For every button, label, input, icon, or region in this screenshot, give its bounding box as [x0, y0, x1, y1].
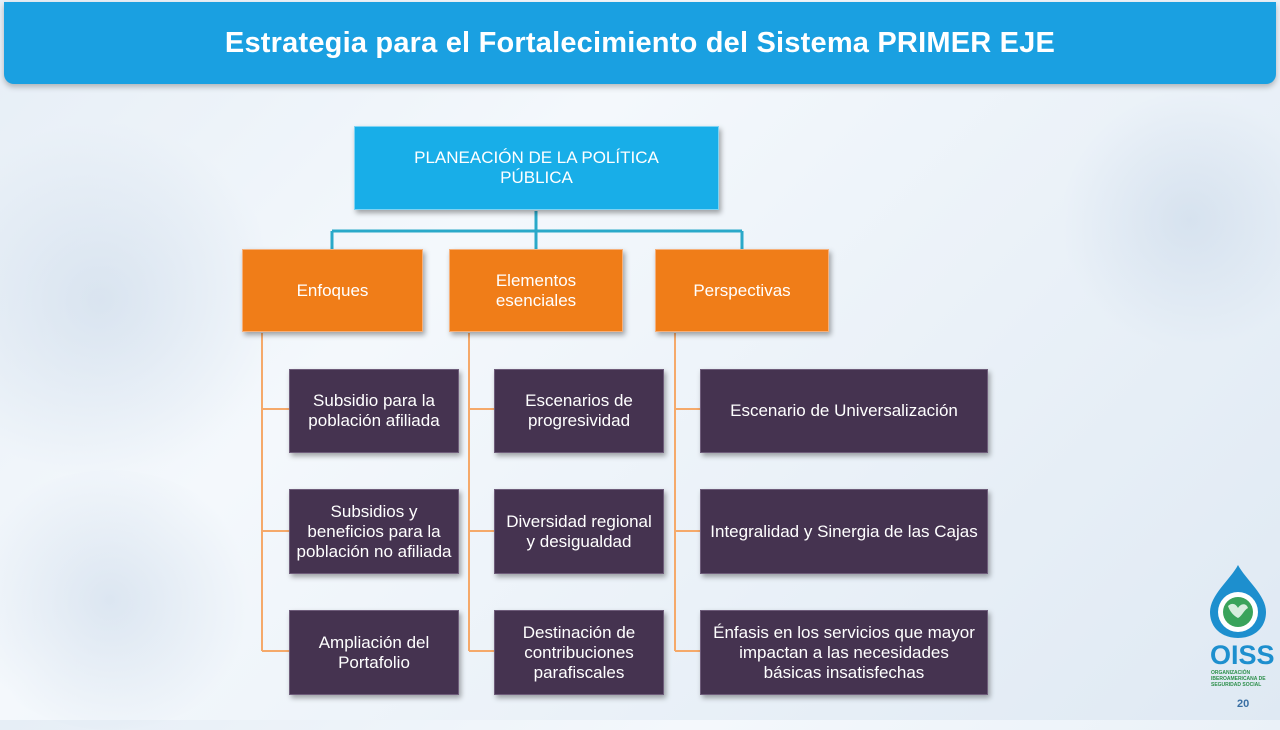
leaf-label: Ampliación del Portafolio: [318, 632, 430, 672]
leaf-node: [700, 489, 988, 574]
leaf-label: Integralidad y Sinergia de las Cajas: [710, 521, 978, 541]
leaf-node: [494, 610, 664, 695]
logo-subtitle: ORGANIZACIÓN IBEROAMERICANA DE SEGURIDAD SOCIAL: [1211, 670, 1266, 688]
leaf-node: [289, 489, 459, 574]
leaf-label: Subsidio para la población afiliada: [308, 391, 440, 430]
category-node-elementos-esenciales: [449, 249, 623, 332]
leaf-node: [289, 369, 459, 453]
category-label: Elementos esenciales: [495, 270, 577, 310]
root-node: [354, 126, 719, 210]
leaf-label: Subsidios y beneficios para la población no afiliada: [296, 501, 452, 561]
category-node-perspectivas: [655, 249, 829, 332]
leaf-label: Diversidad regional y desigualdad: [506, 511, 652, 551]
root-node-label: PLANEACIÓN DE LA POLÍTICA PÚBLICA: [414, 148, 659, 187]
leaf-label: Énfasis en los servicios que mayor impactan a las necesidades básicas insatisfechas: [713, 622, 975, 682]
root-connector-lines: [332, 211, 742, 249]
leaf-node: [289, 610, 459, 695]
leaf-node: [494, 369, 664, 453]
leaf-node: [494, 489, 664, 574]
page-number: 20: [1237, 698, 1250, 710]
leaf-label: Escenario de Universalización: [730, 401, 958, 420]
leaf-node: [700, 610, 988, 695]
logo-wordmark: OISS: [1210, 640, 1275, 670]
page-title: Estrategia para el Fortalecimiento del Sistema PRIMER EJE: [224, 26, 1056, 59]
category-label: Enfoques: [296, 280, 369, 300]
leaf-label: Destinación de contribuciones parafiscales: [522, 622, 636, 682]
category-node-enfoques: [242, 249, 423, 332]
category-label: Perspectivas: [693, 280, 791, 300]
leaf-node: [700, 369, 988, 453]
leaf-label: Escenarios de progresividad: [525, 391, 633, 430]
